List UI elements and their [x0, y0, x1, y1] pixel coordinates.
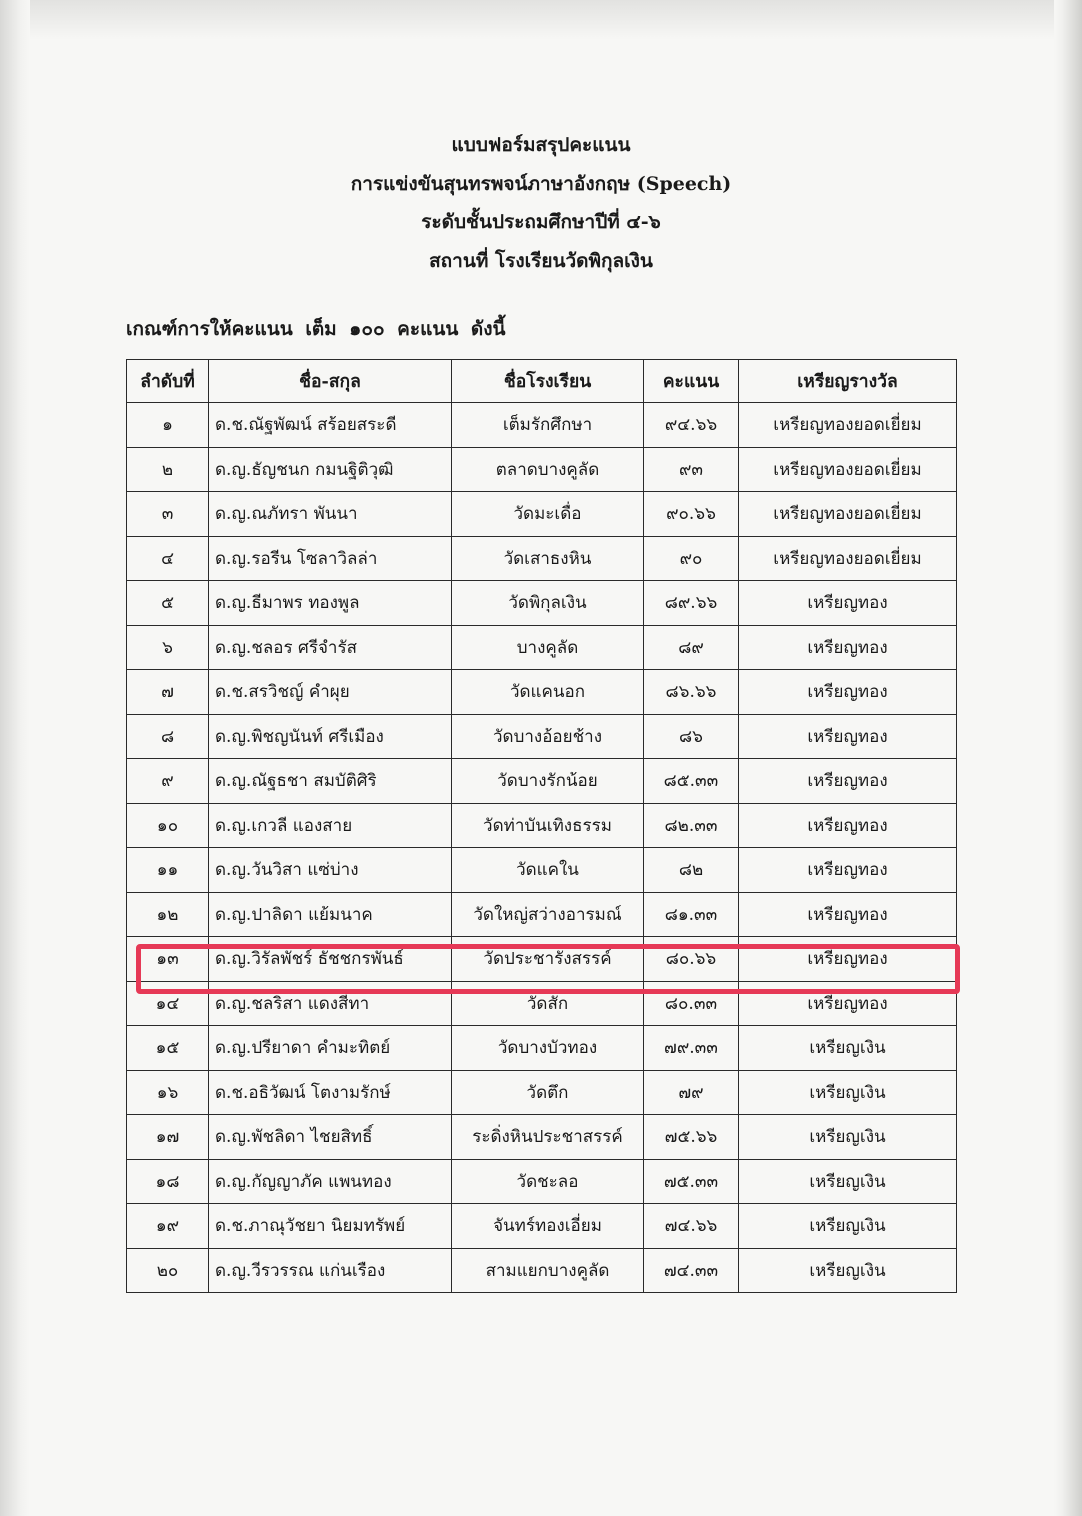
cell-name: ด.ญ.พัชลิดา ไชยสิทธิ์ — [209, 1115, 452, 1160]
cell-school: วัดบางรักน้อย — [452, 759, 644, 804]
cell-school: วัดสัก — [452, 981, 644, 1026]
cell-rank: ๓ — [127, 492, 209, 537]
cell-score: ๙๓ — [644, 447, 739, 492]
cell-score: ๗๕.๖๖ — [644, 1115, 739, 1160]
table-row — [127, 892, 957, 937]
cell-score: ๘๒ — [644, 848, 739, 893]
cell-rank: ๑๔ — [127, 981, 209, 1026]
cell-rank: ๑๐ — [127, 803, 209, 848]
table-header-row — [127, 360, 957, 403]
cell-school: ตลาดบางคูลัด — [452, 447, 644, 492]
column-header-name: ชื่อ-สกุล — [209, 360, 452, 403]
column-header-award: เหรียญรางวัล — [739, 360, 957, 403]
cell-school: วัดพิกุลเงิน — [452, 581, 644, 626]
cell-rank: ๑๕ — [127, 1026, 209, 1071]
table-row — [127, 1070, 957, 1115]
cell-award: เหรียญทองยอดเยี่ยม — [739, 536, 957, 581]
cell-award: เหรียญทอง — [739, 937, 957, 982]
table-row — [127, 1159, 957, 1204]
cell-award: เหรียญทอง — [739, 670, 957, 715]
cell-score: ๘๐.๖๖ — [644, 937, 739, 982]
cell-rank: ๒ — [127, 447, 209, 492]
cell-rank: ๑๖ — [127, 1070, 209, 1115]
cell-award: เหรียญเงิน — [739, 1204, 957, 1249]
cell-award: เหรียญทอง — [739, 714, 957, 759]
cell-name: ด.ญ.ณภัทรา พันนา — [209, 492, 452, 537]
cell-award: เหรียญทอง — [739, 581, 957, 626]
table-row — [127, 714, 957, 759]
cell-award: เหรียญทอง — [739, 981, 957, 1026]
cell-award: เหรียญทองยอดเยี่ยม — [739, 447, 957, 492]
cell-name: ด.ญ.พิชญนันท์ ศรีเมือง — [209, 714, 452, 759]
cell-school: วัดบางบัวทอง — [452, 1026, 644, 1071]
cell-school: วัดท่าบันเทิงธรรม — [452, 803, 644, 848]
cell-rank: ๙ — [127, 759, 209, 804]
table-row — [127, 625, 957, 670]
cell-name: ด.ช.สรวิชญ์ คำผุย — [209, 670, 452, 715]
venue: สถานที่ โรงเรียนวัดพิกุลเงิน — [429, 249, 653, 272]
cell-school: วัดใหญ่สว่างอารมณ์ — [452, 892, 644, 937]
cell-score: ๘๐.๓๓ — [644, 981, 739, 1026]
cell-score: ๗๔.๓๓ — [644, 1248, 739, 1293]
cell-score: ๘๕.๓๓ — [644, 759, 739, 804]
cell-rank: ๑๙ — [127, 1204, 209, 1249]
cell-score: ๘๙ — [644, 625, 739, 670]
cell-name: ด.ญ.ธัญชนก กมนฐิติวุฒิ — [209, 447, 452, 492]
cell-name: ด.ญ.กัญญาภัค แพนทอง — [209, 1159, 452, 1204]
cell-award: เหรียญทอง — [739, 759, 957, 804]
cell-score: ๘๙.๖๖ — [644, 581, 739, 626]
cell-score: ๗๙.๓๓ — [644, 1026, 739, 1071]
cell-award: เหรียญทอง — [739, 625, 957, 670]
cell-score: ๗๙ — [644, 1070, 739, 1115]
table-row — [127, 981, 957, 1026]
cell-score: ๘๒.๓๓ — [644, 803, 739, 848]
cell-school: วัดแคใน — [452, 848, 644, 893]
cell-rank: ๖ — [127, 625, 209, 670]
table-row — [127, 1115, 957, 1160]
cell-rank: ๗ — [127, 670, 209, 715]
cell-name: ด.ญ.วิรัลพัชร์ ธัชชกรพันธ์ — [209, 937, 452, 982]
cell-rank: ๘ — [127, 714, 209, 759]
cell-school: วัดเสาธงหิน — [452, 536, 644, 581]
table-row — [127, 492, 957, 537]
cell-score: ๘๑.๓๓ — [644, 892, 739, 937]
cell-rank: ๑๒ — [127, 892, 209, 937]
cell-score: ๙๔.๖๖ — [644, 403, 739, 448]
cell-award: เหรียญเงิน — [739, 1248, 957, 1293]
table-row — [127, 848, 957, 893]
page-shadow-top — [0, 0, 1082, 40]
scoring-criteria: เกณฑ์การให้คะแนน เต็ม ๑๐๐ คะแนน ดังนี้ — [126, 318, 506, 340]
cell-school: วัดชะลอ — [452, 1159, 644, 1204]
table-row — [127, 447, 957, 492]
results-table — [126, 359, 957, 1293]
cell-award: เหรียญทอง — [739, 892, 957, 937]
cell-name: ด.ญ.เกวลี แองสาย — [209, 803, 452, 848]
cell-award: เหรียญทองยอดเยี่ยม — [739, 403, 957, 448]
cell-name: ด.ญ.ปรียาดา คำมะทิตย์ — [209, 1026, 452, 1071]
cell-award: เหรียญทอง — [739, 848, 957, 893]
cell-school: วัดตึก — [452, 1070, 644, 1115]
cell-award: เหรียญเงิน — [739, 1026, 957, 1071]
cell-school: บางคูลัด — [452, 625, 644, 670]
table-row — [127, 536, 957, 581]
cell-rank: ๑๑ — [127, 848, 209, 893]
cell-rank: ๕ — [127, 581, 209, 626]
cell-score: ๗๕.๓๓ — [644, 1159, 739, 1204]
table-row — [127, 670, 957, 715]
cell-school: จันทร์ทองเอี่ยม — [452, 1204, 644, 1249]
competition-title: การแข่งขันสุนทรพจน์ภาษาอังกฤษ (Speech) — [350, 172, 732, 195]
cell-award: เหรียญทอง — [739, 803, 957, 848]
cell-rank: ๔ — [127, 536, 209, 581]
cell-school: เต็มรักศึกษา — [452, 403, 644, 448]
table-row — [127, 803, 957, 848]
cell-rank: ๑ — [127, 403, 209, 448]
table-row — [127, 581, 957, 626]
cell-score: ๙๐ — [644, 536, 739, 581]
cell-score: ๘๖ — [644, 714, 739, 759]
cell-award: เหรียญทองยอดเยี่ยม — [739, 492, 957, 537]
cell-award: เหรียญเงิน — [739, 1070, 957, 1115]
cell-school: วัดแคนอก — [452, 670, 644, 715]
cell-school: สามแยกบางคูลัด — [452, 1248, 644, 1293]
cell-award: เหรียญเงิน — [739, 1159, 957, 1204]
cell-name: ด.ญ.วันวิสา แซ่บ่าง — [209, 848, 452, 893]
cell-name: ด.ญ.ณัฐธชา สมบัติศิริ — [209, 759, 452, 804]
table-row — [127, 759, 957, 804]
cell-award: เหรียญเงิน — [739, 1115, 957, 1160]
table-row — [127, 1248, 957, 1293]
cell-name: ด.ญ.ชลริสา แดงสีทา — [209, 981, 452, 1026]
cell-name: ด.ญ.รอรีน โซลาวิลล่า — [209, 536, 452, 581]
cell-rank: ๑๓ — [127, 937, 209, 982]
cell-score: ๙๐.๖๖ — [644, 492, 739, 537]
cell-score: ๘๖.๖๖ — [644, 670, 739, 715]
cell-rank: ๑๘ — [127, 1159, 209, 1204]
column-header-score: คะแนน — [644, 360, 739, 403]
table-row — [127, 403, 957, 448]
document-header — [0, 126, 1082, 280]
cell-score: ๗๔.๖๖ — [644, 1204, 739, 1249]
form-title: แบบฟอร์มสรุปคะแนน — [451, 134, 631, 156]
cell-rank: ๒๐ — [127, 1248, 209, 1293]
table-row — [127, 937, 957, 982]
cell-name: ด.ญ.วีรวรรณ แก่นเรือง — [209, 1248, 452, 1293]
cell-name: ด.ญ.ชลอร ศรีจำรัส — [209, 625, 452, 670]
cell-name: ด.ญ.ธีมาพร ทองพูล — [209, 581, 452, 626]
column-header-school: ชื่อโรงเรียน — [452, 360, 644, 403]
cell-school: วัดมะเดื่อ — [452, 492, 644, 537]
cell-name: ด.ช.ภาณุวัชยา นิยมทรัพย์ — [209, 1204, 452, 1249]
cell-name: ด.ญ.ปาลิดา แย้มนาค — [209, 892, 452, 937]
cell-school: วัดประชารังสรรค์ — [452, 937, 644, 982]
grade-level: ระดับชั้นประถมศึกษาปีที่ ๔-๖ — [421, 211, 661, 233]
cell-name: ด.ช.ณัฐพัฒน์ สร้อยสระดี — [209, 403, 452, 448]
column-header-rank: ลำดับที่ — [127, 360, 209, 403]
cell-rank: ๑๗ — [127, 1115, 209, 1160]
cell-school: วัดบางอ้อยช้าง — [452, 714, 644, 759]
cell-name: ด.ช.อธิวัฒน์ โตงามรักษ์ — [209, 1070, 452, 1115]
table-row — [127, 1026, 957, 1071]
table-row — [127, 1204, 957, 1249]
cell-school: ระดิ่งหินประชาสรรค์ — [452, 1115, 644, 1160]
